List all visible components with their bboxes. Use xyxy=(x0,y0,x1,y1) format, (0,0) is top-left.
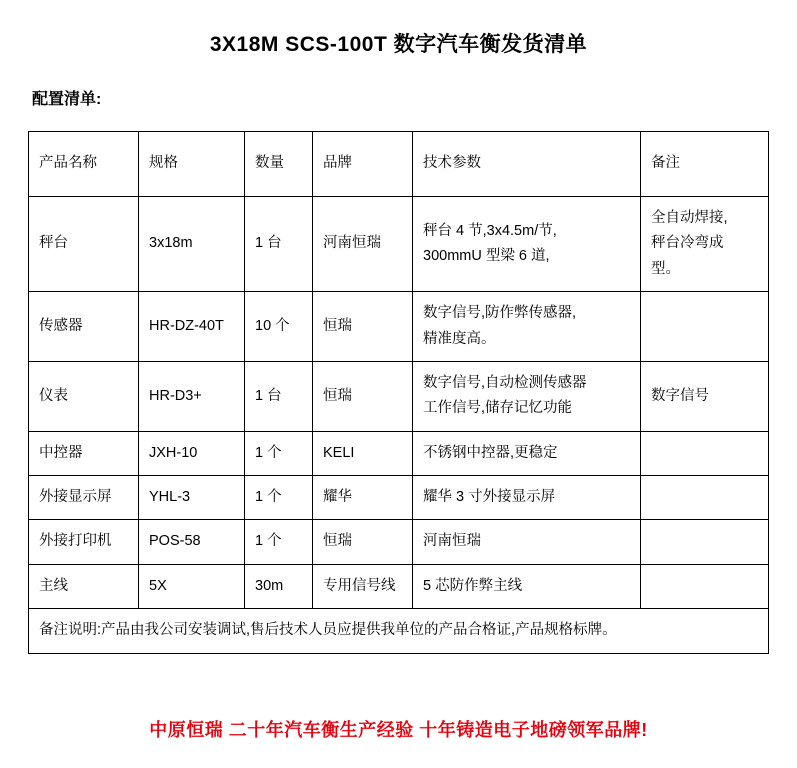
cell-spec: YHL-3 xyxy=(139,476,245,520)
cell-qty: 1 台 xyxy=(245,361,313,431)
cell-note: 数字信号 xyxy=(641,361,769,431)
cell-product-name: 中控器 xyxy=(29,431,139,475)
cell-tech xyxy=(413,197,641,292)
cell-brand: 恒瑞 xyxy=(313,292,413,362)
cell-tech-line: 300mmU 型梁 6 道, xyxy=(423,248,550,265)
column-header-note: 备注 xyxy=(641,132,769,197)
table-row xyxy=(29,520,769,564)
section-subtitle: 配置清单: xyxy=(32,91,102,108)
table-row xyxy=(29,476,769,520)
column-header-qty: 数量 xyxy=(245,132,313,197)
cell-spec: HR-DZ-40T xyxy=(139,292,245,362)
table-footnote-row xyxy=(29,609,769,653)
cell-spec: HR-D3+ xyxy=(139,361,245,431)
column-header-spec: 规格 xyxy=(139,132,245,197)
cell-qty: 30m xyxy=(245,564,313,608)
cell-product-name: 传感器 xyxy=(29,292,139,362)
cell-note-line: 全自动焊接, xyxy=(651,210,728,226)
cell-qty: 1 个 xyxy=(245,431,313,475)
page-title: 3X18M SCS-100T 数字汽车衡发货清单 xyxy=(209,33,588,56)
cell-spec: 5X xyxy=(139,564,245,608)
cell-tech-line: 数字信号,自动检测传感器 xyxy=(423,374,587,391)
cell-note xyxy=(641,292,769,362)
cell-note-line: 秤台冷弯成 xyxy=(651,235,724,252)
table-row xyxy=(29,564,769,608)
footer-slogan: 中原恒瑞 二十年汽车衡生产经验 十年铸造电子地磅领军品牌! xyxy=(149,720,648,740)
table-row xyxy=(29,197,769,292)
column-header-name: 产品名称 xyxy=(29,132,139,197)
column-header-tech: 技术参数 xyxy=(413,132,641,197)
cell-note xyxy=(641,197,769,292)
cell-brand: 恒瑞 xyxy=(313,361,413,431)
cell-brand: 专用信号线 xyxy=(313,564,413,608)
cell-qty: 10 个 xyxy=(245,292,313,362)
cell-note xyxy=(641,564,769,608)
cell-spec: POS-58 xyxy=(139,520,245,564)
cell-brand: 耀华 xyxy=(313,476,413,520)
cell-tech: 耀华 3 寸外接显示屏 xyxy=(413,476,641,520)
cell-note-line: 型。 xyxy=(651,260,680,277)
cell-note xyxy=(641,520,769,564)
column-header-brand: 品牌 xyxy=(313,132,413,197)
cell-qty: 1 个 xyxy=(245,476,313,520)
cell-note xyxy=(641,476,769,520)
table-row xyxy=(29,292,769,362)
cell-product-name: 外接显示屏 xyxy=(29,476,139,520)
cell-product-name: 外接打印机 xyxy=(29,520,139,564)
cell-brand: 恒瑞 xyxy=(313,520,413,564)
cell-tech-line: 数字信号,防作弊传感器, xyxy=(423,305,577,322)
table-row xyxy=(29,431,769,475)
cell-tech: 5 芯防作弊主线 xyxy=(413,564,641,608)
cell-note xyxy=(641,431,769,475)
table-header-row xyxy=(29,132,769,197)
cell-tech-line: 精准度高。 xyxy=(423,330,496,347)
cell-tech: 河南恒瑞 xyxy=(413,520,641,564)
specification-table xyxy=(28,131,769,654)
table-row xyxy=(29,361,769,431)
cell-qty: 1 台 xyxy=(245,197,313,292)
cell-product-name: 仪表 xyxy=(29,361,139,431)
cell-tech xyxy=(413,292,641,362)
cell-brand: KELI xyxy=(313,431,413,475)
cell-tech-line: 秤台 4 节,3x4.5m/节, xyxy=(423,222,557,239)
cell-product-name: 主线 xyxy=(29,564,139,608)
cell-brand: 河南恒瑞 xyxy=(313,197,413,292)
cell-tech-line: 工作信号,储存记忆功能 xyxy=(423,400,573,417)
cell-spec: JXH-10 xyxy=(139,431,245,475)
cell-product-name: 秤台 xyxy=(29,197,139,292)
cell-tech xyxy=(413,361,641,431)
cell-spec: 3x18m xyxy=(139,197,245,292)
document-page xyxy=(0,28,797,768)
table-footnote: 备注说明:产品由我公司安装调试,售后技术人员应提供我单位的产品合格证,产品规格标牌。 xyxy=(29,609,769,653)
cell-tech: 不锈钢中控器,更稳定 xyxy=(413,431,641,475)
cell-qty: 1 个 xyxy=(245,520,313,564)
